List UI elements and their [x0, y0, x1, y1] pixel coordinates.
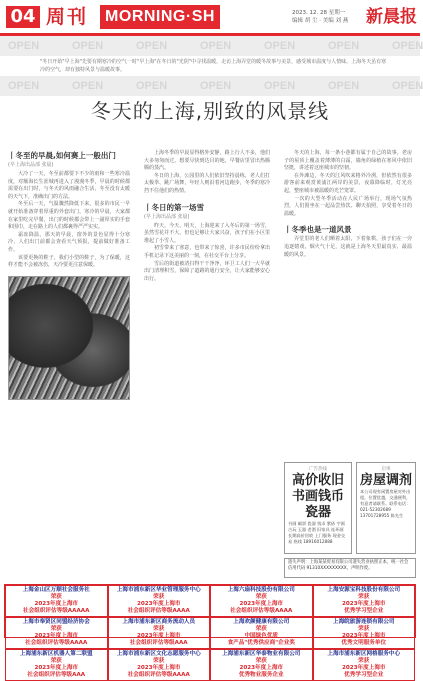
honor-label: 荣获	[50, 626, 62, 632]
header-meta	[292, 9, 362, 25]
honor-line2: 社会组织评估等级AAAA	[127, 608, 190, 614]
honor-label: 荣获	[358, 594, 370, 600]
byline: (早上海出品部 张晨)	[8, 162, 54, 168]
paragraph: 冬日的上海，公园里的人们依旧坚持晨练，老人们打太极拳、跳广场舞，年轻人则沿着河边跑步，冬季的寒冷挡不住他们的热情。	[144, 172, 270, 194]
open-band-bottom	[0, 76, 423, 96]
honor-company: 上海市浦东新区商务流动人员	[122, 619, 196, 625]
honor-line1: 2023年度上海市	[341, 665, 386, 671]
honor-cell	[210, 585, 313, 617]
ad-label: 广告热线	[309, 467, 327, 472]
page-header	[0, 0, 420, 34]
honor-label: 荣获	[153, 658, 165, 664]
honor-line2: 社会组织评估等级AAA	[129, 640, 188, 646]
classified-ad-housing	[356, 462, 416, 554]
honor-line1: 2023年度上海市	[34, 633, 79, 639]
honor-label: 荣获	[358, 626, 370, 632]
honor-label: 荣获	[255, 658, 267, 664]
honor-cell	[5, 617, 108, 649]
paragraph: 在外滩边，冬天的江风吹来格外冷冽，但依然有很多游客前来观赏黄浦江两岸的美景，夜幕降临时，灯光亮起，整座城市被温暖的光芒笼罩。	[284, 172, 412, 194]
honor-label: 荣获	[255, 594, 267, 600]
article-column-2	[144, 150, 270, 283]
open-watermark: OPEN	[392, 80, 423, 92]
honor-line2: 社会组织评估等级AAAA	[127, 672, 190, 678]
open-watermark: OPEN	[136, 40, 168, 52]
honor-line2: 优秀学习型企业	[344, 608, 384, 614]
paragraph: 初雪带来了寒意，也带来了惊喜，许多市民纷纷拿出手机记录下这美丽的一刻，在社交平台上分享。	[144, 245, 270, 259]
banner-title: MORNING·SH	[100, 5, 220, 29]
honor-label: 荣获	[50, 594, 62, 600]
article-headline: 冬天的上海,别致的风景线	[90, 99, 330, 123]
honor-label: 荣获	[255, 626, 267, 632]
open-watermark: OPEN	[264, 80, 296, 92]
honor-line1: 2023年度上海市	[239, 665, 284, 671]
open-watermark: OPEN	[392, 40, 423, 52]
honor-cell	[108, 617, 211, 649]
honor-label: 荣获	[153, 594, 165, 600]
open-watermark: OPEN	[72, 80, 104, 92]
news-photo	[8, 276, 130, 400]
paragraph: 该要更换的鞋子，我们小型的鞋子，为了保暖，这样才能不会被冻伤，天冷要更注意保暖。	[8, 254, 130, 269]
classified-ad-books	[284, 462, 352, 554]
honor-company: 上海欢颜健康有限公司	[233, 619, 290, 625]
honor-company: 上海六扇科技股份有限公司	[227, 587, 295, 593]
open-watermark: OPEN	[72, 40, 104, 52]
honor-line2: 社会组织评估等级AAAA	[230, 608, 293, 614]
honor-line2: 社会组织评估等级AAAA	[25, 640, 88, 646]
honor-line1: 2023年度上海市	[239, 601, 284, 607]
loss-notice: 遗失声明：上海某某贸易有限公司遗失营业执照正本，统一社会信用代码 91310XXXXXXXXX，声明作废。	[284, 558, 416, 578]
honor-company: 上海金山区万顺社会服务社	[22, 587, 90, 593]
honor-line1: 2023年度上海市	[136, 601, 181, 607]
section-heading: 丨冬日的第一场雪	[144, 202, 204, 212]
honor-line1: 2023年度上海市	[341, 633, 386, 639]
honor-label: 荣获	[50, 658, 62, 664]
honor-line2: 优秀文明服务单位	[341, 640, 387, 646]
paragraph: 一次的大型冬季活动在人民广场举行，现场气氛热烈，人们围坐在一起品尝热饮、聊天拍照，享受着冬日的温暖。	[284, 195, 412, 217]
honor-cell	[313, 617, 416, 649]
open-watermark: OPEN	[200, 80, 232, 92]
honor-line1: 2023年度上海市	[34, 665, 79, 671]
honor-cell	[108, 649, 211, 681]
ad-title: 高价收旧书画钱币瓷器	[291, 473, 344, 520]
open-watermark: OPEN	[328, 40, 360, 52]
honor-cell	[5, 585, 108, 617]
honor-company: 上海市浦东新区华业管理服务中心	[116, 587, 201, 593]
honor-ad-grid	[4, 584, 416, 678]
section-heading: 丨冬至的早晨,如何赛上一般出门	[8, 151, 116, 160]
header-editors: 编辑 胡 尘 · 美编 刘 燕	[292, 18, 349, 24]
open-watermark: OPEN	[8, 80, 40, 92]
section-title: 周刊	[46, 6, 89, 28]
open-watermark: OPEN	[264, 40, 296, 52]
honor-line1: 2023年度上海市	[341, 601, 386, 607]
honor-company: 上海浦东新区机器人第二联盟	[19, 651, 93, 657]
honor-cell	[313, 585, 416, 617]
ad-text: 本公司现有闲置房屋对外出租，位置优越，交通便利，有意者请联系。联系电话：021-52302689 13701728955 陈先生	[360, 489, 411, 518]
honor-cell	[313, 649, 416, 681]
header-date: 2023. 12. 28 星期一	[292, 10, 346, 16]
paragraph: 上海冬季的早晨显得格外安静，路上行人不多，他们大多匆匆而过，想要尽快到达目的地，早餐店里冒出热腾腾的蒸汽。	[144, 150, 270, 172]
open-band-top	[0, 36, 423, 56]
honor-cell	[210, 617, 313, 649]
honor-line1: 中国绿色优质	[244, 633, 279, 639]
paragraph: 冬天的上海，每一条小巷都有属于自己的故事，老房子的屋顶上覆盖着薄薄的白霜，墙角的绿植在寒风中依旧坚挺，讲述着这座城市的坚韧。	[284, 150, 412, 172]
honor-line2: 食产品"优秀供应商"企业奖	[227, 640, 295, 646]
open-watermark: OPEN	[8, 40, 40, 52]
honor-company: 上海市浦东新区文化志愿服务中心	[116, 651, 201, 657]
honor-company: 上海市奉贤区同盟经济协会	[22, 619, 90, 625]
paragraph: 大冷了一天，冬至前都要下不少的雨和一些寒冷温度，对额海长生涯城再进入了漫漫冬季，早晨的时候都需要在出门时，与冬天的风雨融合生活，冬至没有太暖的天气下，准确出门的方法。	[8, 171, 130, 200]
open-watermark: OPEN	[328, 80, 360, 92]
honor-cell	[108, 585, 211, 617]
section-heading: 丨冬季也是一道风景	[284, 225, 352, 235]
paragraph: 弄堂里的老人们晒着太阳，下着象棋，孩子们在一旁追逐嬉戏，烟火气十足，这就是上海冬天里最真实、最温暖的风景。	[284, 236, 412, 258]
honor-label: 荣获	[358, 658, 370, 664]
honor-cell	[5, 649, 108, 681]
honor-company: 上海安源宝科技股份有限公司	[327, 587, 401, 593]
paragraph: 雪后的街道被清扫得干干净净，环卫工人们一大早就出门清理积雪，保障了道路的通行安全，让大家能够安心出行。	[144, 260, 270, 282]
article-column-1	[8, 150, 130, 400]
honor-line2: 社会组织评估等级AAA	[27, 672, 86, 678]
honor-line2: 优秀物业服务企业	[238, 672, 284, 678]
paragraph: 霜冻降温，那天的早晨，窗外的景色显得十分寒冷，人们出门前都会查看天气预报，提前做好准备工作。	[8, 231, 130, 253]
honor-company: 上海浦东新区华泰物业有限公司	[222, 651, 301, 657]
honor-line2: 社会组织评估等级AAAAA	[23, 608, 90, 614]
honor-line1: 2023年度上海市	[136, 633, 181, 639]
honor-line2: 优秀学习型企业	[344, 672, 384, 678]
intro-text: "冬日开始"早上海"先要有期寒冷的空气一时"早上海"在冬日的"光阴"中寻找温暖，走访上海弄堂的暖冬故事与美景，感受城市温度与人情味。上海冬天虽有寒冷的空气，却有独特风景与温暖故事。	[40, 59, 387, 73]
honor-cell	[210, 649, 313, 681]
ad-label: 启事	[381, 467, 391, 472]
paragraph: 昨天，今天、明天，上海迎来了入冬后的第一场雪，虽然雪花并不大，但也足够让大家兴奋，孩子们在小区里堆起了小雪人。	[144, 222, 270, 244]
ad-title: 房屋调剂	[360, 473, 413, 488]
honor-line1: 2023年度上海市	[136, 665, 181, 671]
ad-text: 书画 邮票 瓷器 钱币 紫砂 字画 古玩 玉器 老酒 旧家具 连环画 长期高价回收 上门服务 现金交易 热线 18916012888	[288, 521, 346, 544]
open-watermark: OPEN	[136, 80, 168, 92]
honor-line1: 2023年度上海市	[34, 601, 79, 607]
honor-label: 荣获	[153, 626, 165, 632]
article-column-3	[284, 150, 412, 259]
honor-company: 上海市浦东新区网格服务中心	[327, 651, 401, 657]
honor-company: 上海皖旅游连锁有限公司	[332, 619, 395, 625]
page-number: 04	[6, 6, 40, 28]
paragraph: 冬至后一天，气温骤然降低下来，很多的市民一早就开始准备穿着厚重的外套出门，寒冷的早晨，大家都在家里吃完早餐，出门的时候都会带上一副厚实的手套和围巾，走在路上的人们都裹得严严实实。	[8, 201, 130, 231]
newspaper-logo: 新晨报	[366, 7, 417, 27]
byline: (早上海出品部 张晨)	[144, 213, 190, 220]
open-watermark: OPEN	[200, 40, 232, 52]
